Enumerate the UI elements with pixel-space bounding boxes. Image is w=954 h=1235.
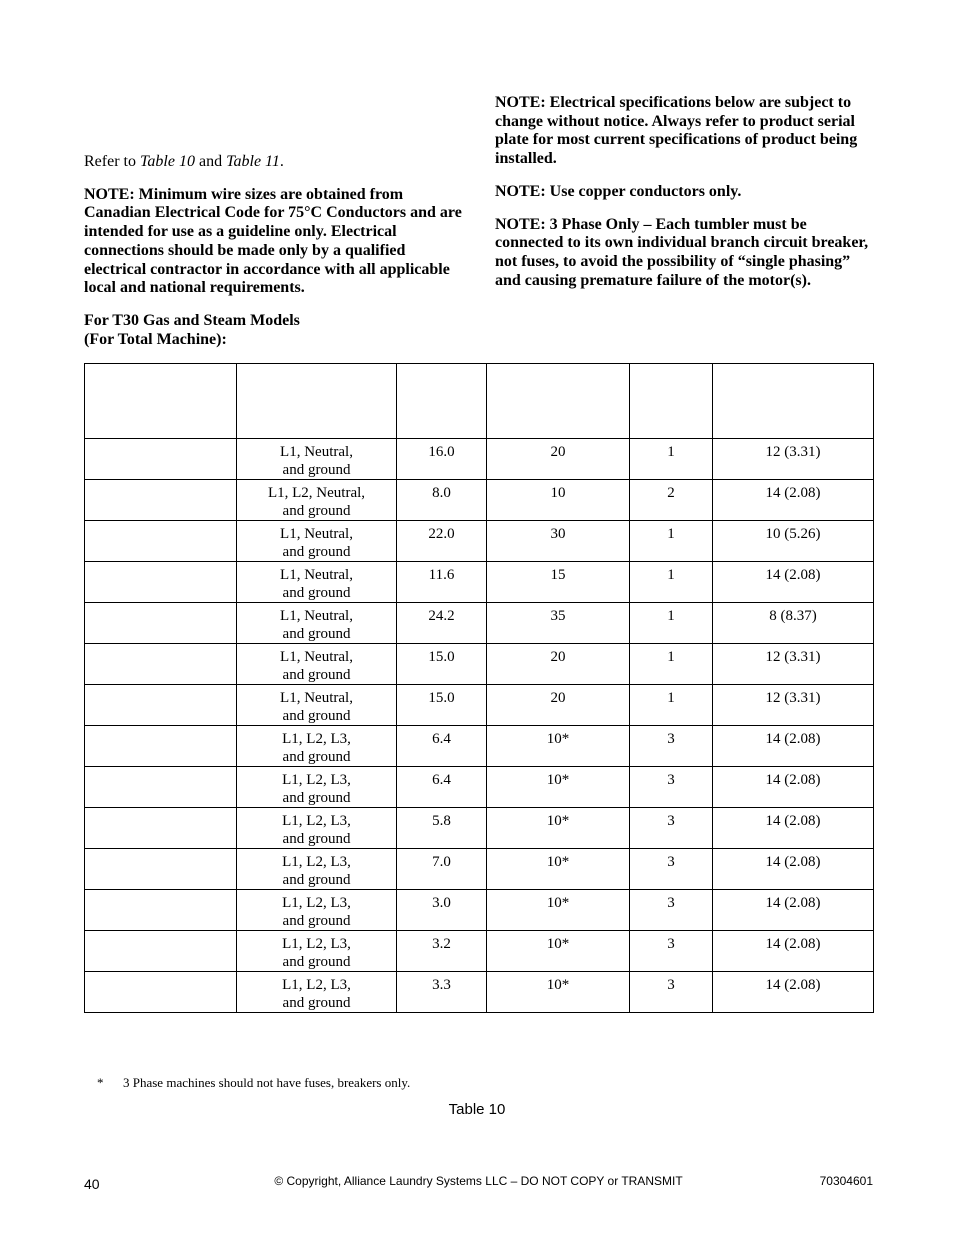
phase-text: 3: [667, 772, 675, 788]
wire-size-cell: [713, 644, 874, 685]
breaker-cell: [487, 480, 630, 521]
model-cell: [85, 521, 237, 562]
phase-text: 1: [667, 649, 675, 665]
wire-size-text: 14 (2.08): [765, 936, 821, 952]
amps-cell: [397, 480, 487, 521]
amps-text: 6.4: [432, 772, 451, 788]
amps-text: 6.4: [432, 731, 451, 747]
footnote-text: 3 Phase machines should not have fuses, breakers only.: [123, 1075, 411, 1090]
connection-cell: [237, 972, 397, 1013]
connection-cell: [237, 726, 397, 767]
phase-cell: [630, 972, 713, 1013]
connection-text: and ground: [282, 667, 351, 683]
table-row: [85, 808, 874, 849]
amps-text: 22.0: [428, 526, 455, 542]
wire-size-cell: [713, 808, 874, 849]
connection-cell: [237, 890, 397, 931]
model-cell: [85, 890, 237, 931]
page-number: 40: [84, 1176, 100, 1192]
breaker-cell: [487, 439, 630, 480]
wire-size-text: 14 (2.08): [765, 854, 821, 870]
wire-size-text: 8 (8.37): [769, 608, 817, 624]
header-cell: [713, 364, 874, 439]
connection-text: L1, Neutral,: [280, 608, 353, 624]
table-footnote: [97, 1075, 410, 1091]
breaker-text: 10*: [546, 813, 570, 829]
connection-text: L1, L2, L3,: [282, 936, 351, 952]
breaker-text: 10: [550, 485, 566, 501]
note-three-phase: NOTE: 3 Phase Only – Each tumbler must be connected to its own individual branch circuit breaker, not fuses, to avoid the possibility of “single phasing” and causing premature failure of the motor(s).: [495, 215, 869, 289]
connection-text: L1, Neutral,: [280, 444, 353, 460]
breaker-cell: [487, 808, 630, 849]
page-footer: [84, 1174, 873, 1194]
connection-cell: [237, 439, 397, 480]
connection-text: and ground: [282, 503, 351, 519]
connection-cell: [237, 480, 397, 521]
table-row: [85, 767, 874, 808]
model-cell: [85, 480, 237, 521]
wire-size-cell: [713, 685, 874, 726]
breaker-text: 10*: [546, 936, 570, 952]
wire-size-text: 12 (3.31): [765, 690, 821, 706]
breaker-cell: [487, 726, 630, 767]
wire-size-cell: [713, 849, 874, 890]
connection-text: L1, Neutral,: [280, 649, 353, 665]
wire-size-text: 14 (2.08): [765, 567, 821, 583]
amps-cell: [397, 439, 487, 480]
table-row: [85, 603, 874, 644]
amps-cell: [397, 603, 487, 644]
table-row: [85, 685, 874, 726]
amps-cell: [397, 890, 487, 931]
amps-text: 15.0: [428, 690, 455, 706]
phase-cell: [630, 849, 713, 890]
amps-text: 15.0: [428, 649, 455, 665]
breaker-text: 10*: [546, 895, 570, 911]
connection-text: L1, L2, L3,: [282, 895, 351, 911]
connection-cell: [237, 685, 397, 726]
connection-text: and ground: [282, 913, 351, 929]
connection-cell: [237, 644, 397, 685]
electrical-spec-table: [84, 363, 874, 1013]
connection-text: and ground: [282, 954, 351, 970]
wire-size-cell: [713, 603, 874, 644]
connection-text: L1, Neutral,: [280, 690, 353, 706]
table-row: [85, 849, 874, 890]
phase-text: 3: [667, 895, 675, 911]
amps-cell: [397, 808, 487, 849]
wire-size-cell: [713, 890, 874, 931]
amps-text: 24.2: [428, 608, 455, 624]
wire-size-text: 14 (2.08): [765, 895, 821, 911]
amps-text: 5.8: [432, 813, 451, 829]
breaker-cell: [487, 931, 630, 972]
phase-cell: [630, 644, 713, 685]
phase-cell: [630, 726, 713, 767]
phase-cell: [630, 767, 713, 808]
table-row: [85, 726, 874, 767]
breaker-text: 35: [550, 608, 566, 624]
breaker-cell: [487, 972, 630, 1013]
note-copper: NOTE: Use copper conductors only.: [495, 182, 742, 200]
wire-size-text: 14 (2.08): [765, 977, 821, 993]
model-cell: [85, 767, 237, 808]
breaker-cell: [487, 685, 630, 726]
connection-cell: [237, 603, 397, 644]
phase-text: 1: [667, 608, 675, 624]
connection-text: and ground: [282, 831, 351, 847]
table-row: [85, 931, 874, 972]
phase-cell: [630, 685, 713, 726]
model-cell: [85, 726, 237, 767]
table-row: [85, 439, 874, 480]
table-body: [85, 364, 874, 1013]
amps-cell: [397, 972, 487, 1013]
phase-text: 1: [667, 444, 675, 460]
amps-cell: [397, 767, 487, 808]
breaker-cell: [487, 603, 630, 644]
wire-size-text: 14 (2.08): [765, 731, 821, 747]
connection-text: and ground: [282, 708, 351, 724]
connection-text: and ground: [282, 585, 351, 601]
intro-paragraph: [84, 153, 464, 172]
amps-text: 11.6: [428, 567, 455, 583]
breaker-cell: [487, 644, 630, 685]
table-row: [85, 562, 874, 603]
intro-period: .: [279, 153, 284, 170]
table-row: [85, 480, 874, 521]
breaker-cell: [487, 849, 630, 890]
header-cell: [397, 364, 487, 439]
phase-cell: [630, 562, 713, 603]
phase-cell: [630, 931, 713, 972]
connection-text: and ground: [282, 995, 351, 1011]
amps-text: 7.0: [432, 854, 451, 870]
phase-text: 3: [667, 813, 675, 829]
connection-text: and ground: [282, 544, 351, 560]
breaker-cell: [487, 562, 630, 603]
connection-text: L1, L2, L3,: [282, 813, 351, 829]
wire-size-cell: [713, 480, 874, 521]
breaker-text: 30: [550, 526, 566, 542]
phase-cell: [630, 439, 713, 480]
amps-cell: [397, 685, 487, 726]
model-cell: [85, 439, 237, 480]
connection-cell: [237, 931, 397, 972]
breaker-text: 10*: [546, 731, 570, 747]
model-cell: [85, 562, 237, 603]
connection-cell: [237, 808, 397, 849]
wire-size-cell: [713, 726, 874, 767]
model-cell: [85, 685, 237, 726]
breaker-cell: [487, 767, 630, 808]
phase-text: 1: [667, 690, 675, 706]
wire-size-text: 14 (2.08): [765, 813, 821, 829]
header-cell: [487, 364, 630, 439]
breaker-cell: [487, 890, 630, 931]
model-cell: [85, 972, 237, 1013]
footnote-marker: *: [97, 1075, 104, 1090]
table-row: [85, 972, 874, 1013]
note-wire-sizes: NOTE: Minimum wire sizes are obtained from Canadian Electrical Code for 75°C Conductors and are intended for use as a guideline only. Electrical connections should be made only by a qualified electrical contractor in accordance with all applicable local and national requirements.: [84, 185, 462, 297]
connection-text: and ground: [282, 462, 351, 478]
wire-size-cell: [713, 972, 874, 1013]
section-heading: [84, 312, 464, 349]
phase-cell: [630, 890, 713, 931]
connection-text: and ground: [282, 626, 351, 642]
intro-and: and: [194, 153, 227, 170]
phase-cell: [630, 808, 713, 849]
connection-text: L1, Neutral,: [280, 567, 353, 583]
connection-text: and ground: [282, 872, 351, 888]
phase-text: 2: [667, 485, 675, 501]
amps-text: 8.0: [432, 485, 451, 501]
copyright-notice: © Copyright, Alliance Laundry Systems LLC – DO NOT COPY or TRANSMIT: [274, 1174, 683, 1188]
wire-size-cell: [713, 767, 874, 808]
phase-text: 3: [667, 977, 675, 993]
section-heading-line1: For T30 Gas and Steam Models: [84, 311, 300, 329]
amps-cell: [397, 562, 487, 603]
left-column: [84, 153, 464, 363]
model-cell: [85, 808, 237, 849]
wire-size-cell: [713, 521, 874, 562]
breaker-text: 10*: [546, 772, 570, 788]
amps-cell: [397, 849, 487, 890]
phase-text: 1: [667, 526, 675, 542]
header-cell: [237, 364, 397, 439]
connection-cell: [237, 767, 397, 808]
header-cell: [630, 364, 713, 439]
document-number: 70304601: [819, 1174, 873, 1188]
table-caption: Table 10: [448, 1101, 506, 1118]
model-cell: [85, 849, 237, 890]
phase-cell: [630, 480, 713, 521]
wire-size-text: 10 (5.26): [765, 526, 821, 542]
connection-text: L1, L2, L3,: [282, 772, 351, 788]
amps-cell: [397, 726, 487, 767]
amps-cell: [397, 644, 487, 685]
model-cell: [85, 603, 237, 644]
connection-text: L1, L2, L3,: [282, 854, 351, 870]
breaker-text: 10*: [546, 854, 570, 870]
amps-text: 3.3: [432, 977, 451, 993]
table-row: [85, 644, 874, 685]
phase-cell: [630, 521, 713, 562]
wire-size-text: 12 (3.31): [765, 649, 821, 665]
wire-size-cell: [713, 562, 874, 603]
amps-text: 16.0: [428, 444, 455, 460]
connection-cell: [237, 521, 397, 562]
model-cell: [85, 931, 237, 972]
breaker-cell: [487, 521, 630, 562]
wire-size-cell: [713, 931, 874, 972]
amps-cell: [397, 521, 487, 562]
breaker-text: 20: [550, 444, 566, 460]
wire-size-text: 14 (2.08): [765, 485, 821, 501]
phase-text: 3: [667, 731, 675, 747]
connection-text: L1, L2, Neutral,: [267, 485, 366, 501]
table-header-row: [85, 364, 874, 439]
model-cell: [85, 644, 237, 685]
table-10-reference[interactable]: Table 10: [139, 153, 195, 170]
intro-text: Refer to: [84, 153, 140, 170]
breaker-text: 15: [550, 567, 566, 583]
phase-text: 1: [667, 567, 675, 583]
connection-text: L1, Neutral,: [280, 526, 353, 542]
connection-text: L1, L2, L3,: [282, 731, 351, 747]
right-column: [495, 94, 875, 304]
wire-size-text: 12 (3.31): [765, 444, 821, 460]
amps-cell: [397, 931, 487, 972]
connection-text: L1, L2, L3,: [282, 977, 351, 993]
table-11-reference[interactable]: Table 11: [226, 153, 280, 170]
header-cell: [85, 364, 237, 439]
connection-text: and ground: [282, 749, 351, 765]
connection-cell: [237, 849, 397, 890]
table-row: [85, 521, 874, 562]
amps-text: 3.2: [432, 936, 451, 952]
wire-size-text: 14 (2.08): [765, 772, 821, 788]
table-row: [85, 890, 874, 931]
breaker-text: 20: [550, 690, 566, 706]
connection-text: and ground: [282, 790, 351, 806]
breaker-text: 20: [550, 649, 566, 665]
phase-cell: [630, 603, 713, 644]
phase-text: 3: [667, 936, 675, 952]
wire-size-cell: [713, 439, 874, 480]
note-specifications: NOTE: Electrical specifications below are subject to change without notice. Always refer to product serial plate for most current specifications of product being installed.: [495, 94, 858, 168]
amps-text: 3.0: [432, 895, 451, 911]
section-heading-line2: (For Total Machine):: [84, 330, 227, 348]
phase-text: 3: [667, 854, 675, 870]
connection-cell: [237, 562, 397, 603]
breaker-text: 10*: [546, 977, 570, 993]
